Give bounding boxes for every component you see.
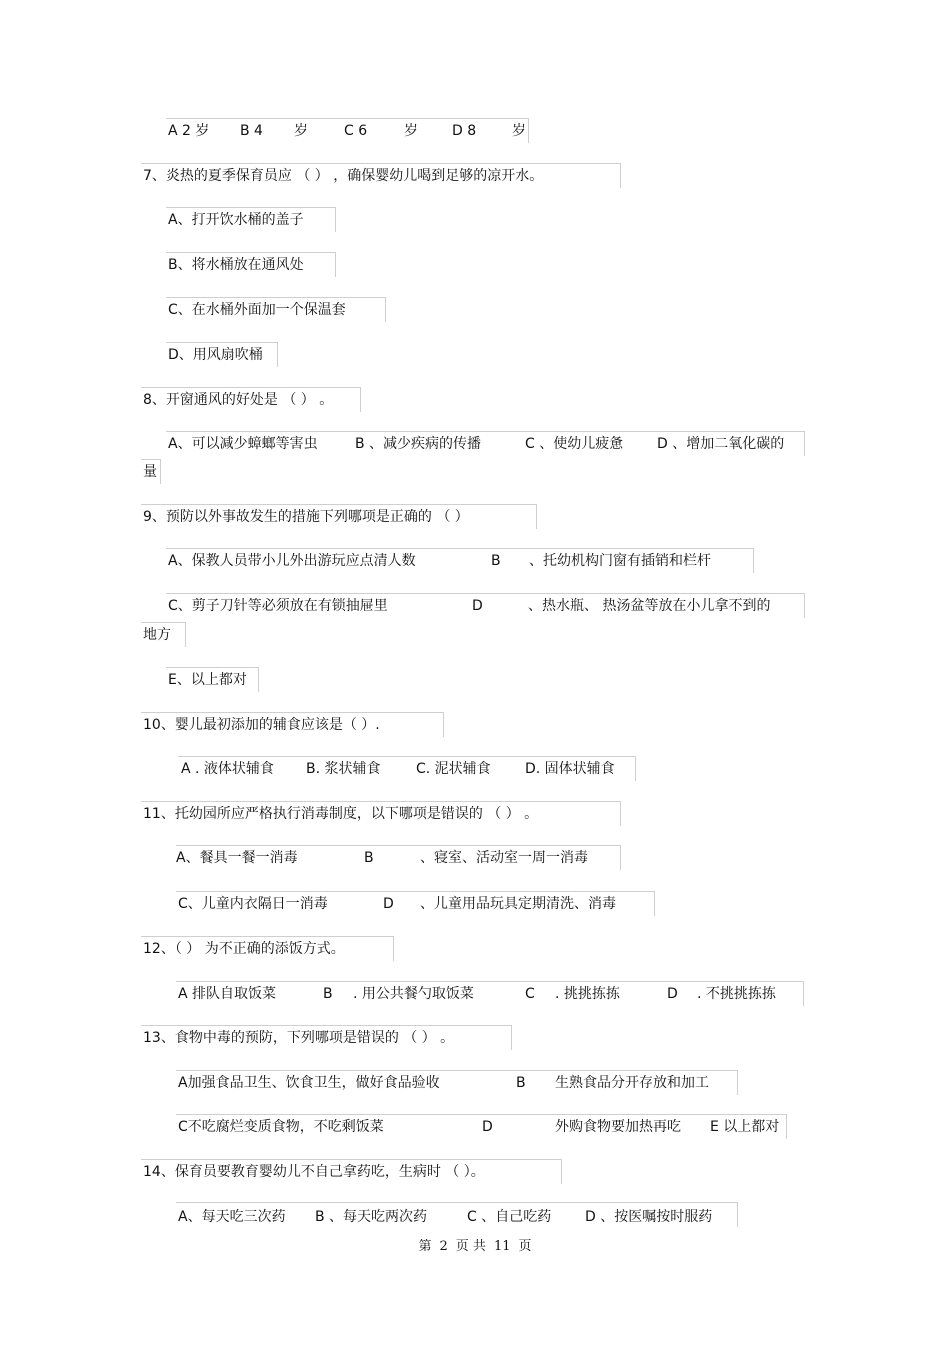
q10-options bbox=[181, 760, 615, 778]
q13-option-d: 外购食物要加热再吃 bbox=[555, 1119, 681, 1135]
q11-option-b: 、寝室、活动室一周一消毒 bbox=[420, 850, 588, 866]
q13-option-d-letter: D bbox=[482, 1119, 493, 1135]
q7-option-b: B、将水桶放在通风处 bbox=[168, 257, 304, 273]
q10-option-b: B. 浆状辅食 bbox=[306, 761, 381, 777]
q9-option-c: C、剪子刀针等必须放在有锁抽屉里 bbox=[168, 598, 388, 614]
q12-options bbox=[178, 985, 776, 1003]
q9-stem: 9、预防以外事故发生的措施下列哪项是正确的 （ ） bbox=[143, 509, 469, 525]
q14-option-c: C 、自己吃药 bbox=[467, 1209, 552, 1225]
q6-option-d-unit: 岁 bbox=[512, 123, 526, 139]
q14-options bbox=[178, 1208, 712, 1226]
q8-option-d-wrap: 量 bbox=[143, 464, 157, 480]
page-footer bbox=[0, 1235, 950, 1254]
footer-page-total: 11 bbox=[493, 1239, 511, 1254]
q6-option-b-unit: 岁 bbox=[294, 123, 308, 139]
q9-option-a: A、保教人员带小儿外出游玩应点清人数 bbox=[168, 553, 416, 569]
q8-option-b: B 、减少疾病的传播 bbox=[355, 436, 482, 452]
q7-option-d: D、用风扇吹桶 bbox=[168, 347, 263, 363]
q13-stem: 13、食物中毒的预防，下列哪项是错误的 （ ） 。 bbox=[143, 1030, 455, 1046]
q8-stem: 8、开窗通风的好处是 （ ） 。 bbox=[143, 392, 334, 408]
q12-option-d-letter: D bbox=[667, 986, 678, 1002]
q12-option-b: . 用公共餐勺取饭菜 bbox=[353, 986, 474, 1002]
q14-stem: 14、保育员要教育婴幼儿不自己拿药吃，生病时 （ ）。 bbox=[143, 1164, 485, 1180]
q7-stem: 7、炎热的夏季保育员应 （ ） ，确保婴幼儿喝到足够的凉开水。 bbox=[143, 168, 544, 184]
q13-option-a: A加强食品卫生、饮食卫生，做好食品验收 bbox=[178, 1075, 440, 1091]
q7-option-c: C、在水桶外面加一个保温套 bbox=[168, 302, 346, 318]
q12-stem: 12、（ ） 为不正确的添饭方式。 bbox=[143, 941, 345, 957]
q13-option-b-letter: B bbox=[516, 1075, 526, 1091]
q8-options bbox=[168, 435, 784, 453]
q11-option-c: C、儿童内衣隔日一消毒 bbox=[178, 896, 328, 912]
q6-option-b: B 4 bbox=[240, 123, 263, 139]
q12-option-c-letter: C bbox=[525, 986, 535, 1002]
q12-option-d: . 不挑挑拣拣 bbox=[697, 986, 776, 1002]
q9-option-b-letter: B bbox=[491, 553, 501, 569]
q13-option-e: E 以上都对 bbox=[710, 1119, 780, 1135]
q12-option-a: A 排队自取饭菜 bbox=[178, 986, 277, 1002]
q6-option-d: D 8 bbox=[452, 123, 477, 139]
q10-option-d: D. 固体状辅食 bbox=[525, 761, 615, 777]
q10-option-a: A . 液体状辅食 bbox=[181, 761, 274, 777]
q11-option-b-letter: B bbox=[364, 850, 374, 866]
q10-stem: 10、婴儿最初添加的辅食应该是（ ）. bbox=[143, 717, 380, 733]
footer-suffix: 页 bbox=[518, 1239, 532, 1254]
footer-middle: 页 共 bbox=[455, 1239, 486, 1254]
q9-option-d-letter: D bbox=[472, 598, 483, 614]
q8-option-c: C 、使幼儿疲惫 bbox=[525, 436, 624, 452]
q6-options bbox=[168, 122, 526, 140]
footer-page-number: 2 bbox=[439, 1239, 448, 1254]
q14-option-d: D 、按医嘱按时服药 bbox=[585, 1209, 713, 1225]
q13-option-c: C不吃腐烂变质食物，不吃剩饭菜 bbox=[178, 1119, 384, 1135]
q6-option-c: C 6 bbox=[344, 123, 368, 139]
q13-option-b: 生熟食品分开存放和加工 bbox=[555, 1075, 709, 1091]
q14-option-b: B 、每天吃两次药 bbox=[315, 1209, 428, 1225]
q6-option-a: A 2 岁 bbox=[168, 123, 210, 139]
q9-option-d: 、热水瓶、 热汤盆等放在小儿拿不到的 bbox=[528, 598, 771, 614]
q9-option-b: 、托幼机构门窗有插销和栏杆 bbox=[529, 553, 711, 569]
q12-option-c: . 挑挑拣拣 bbox=[555, 986, 620, 1002]
q14-option-a: A、每天吃三次药 bbox=[178, 1209, 286, 1225]
q10-option-c: C. 泥状辅食 bbox=[416, 761, 491, 777]
q12-option-b-letter: B bbox=[323, 986, 333, 1002]
q7-option-a: A、打开饮水桶的盖子 bbox=[168, 212, 304, 228]
footer-prefix: 第 bbox=[418, 1239, 432, 1254]
q8-option-d: D 、增加二氧化碳的 bbox=[657, 436, 785, 452]
q11-option-a: A、餐具一餐一消毒 bbox=[176, 850, 298, 866]
q11-option-d: 、儿童用品玩具定期清洗、消毒 bbox=[420, 896, 616, 912]
q8-option-a: A、可以减少蟑螂等害虫 bbox=[168, 436, 318, 452]
q11-option-d-letter: D bbox=[383, 896, 394, 912]
q11-stem: 11、托幼园所应严格执行消毒制度，以下哪项是错误的 （ ） 。 bbox=[143, 806, 539, 822]
q9-option-d-wrap: 地方 bbox=[143, 627, 171, 643]
q9-option-e: E、以上都对 bbox=[168, 672, 247, 688]
q6-option-c-unit: 岁 bbox=[404, 123, 418, 139]
